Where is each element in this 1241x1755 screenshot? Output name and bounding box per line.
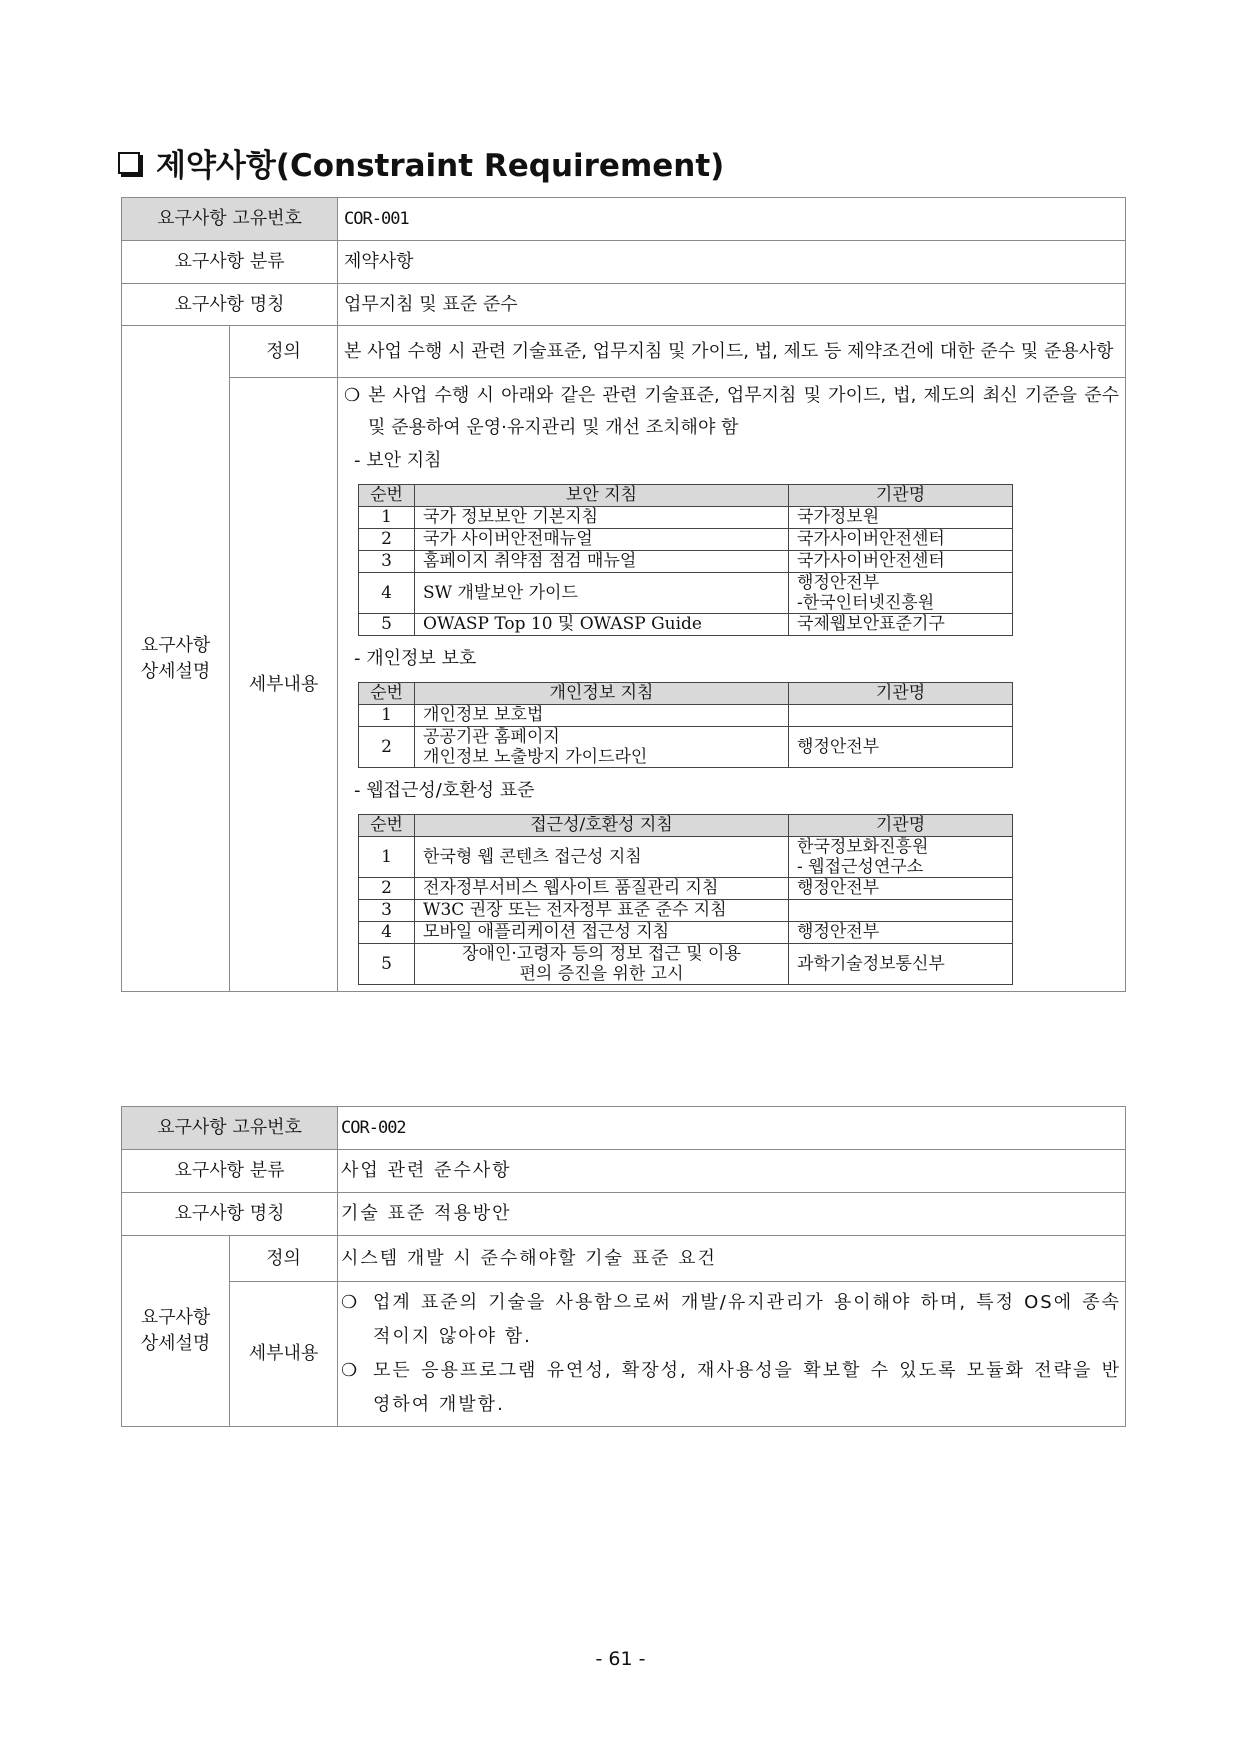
req-detail-label: 요구사항 상세설명 [122,1236,230,1427]
privacy-guide-table [358,682,1013,768]
bullet-circle-icon: ❍ [341,1360,360,1381]
req-def-value: 시스템 개발 시 준수해야할 기술 표준 요건 [338,1236,1126,1282]
req-class-label: 요구사항 분류 [122,1150,338,1193]
page-title-text: 제약사항(Constraint Requirement) [156,148,725,184]
req-content [338,1282,1126,1427]
column-header: 개인정보 지침 [415,683,789,705]
requirement-table-cor-001 [121,197,1126,992]
table-row: 1 국가 정보보안 기본지침 국가정보원 [359,507,1013,529]
column-header: 순번 [359,815,415,837]
req-name-label: 요구사항 명칭 [122,1193,338,1236]
bullet-item: ❍ 업계 표준의 기술을 사용함으로써 개발/유지관리가 용이해야 하며, 특정 OS에 종속적이지 않아야 함. [341,1286,1121,1354]
section-heading-privacy: - 개인정보 보호 [354,648,477,669]
req-id-label: 요구사항 고유번호 [122,1107,338,1150]
column-header: 순번 [359,485,415,507]
req-name-label: 요구사항 명칭 [122,284,338,326]
table-row: 2 공공기관 홈페이지 개인정보 노출방지 가이드라인 행정안전부 [359,727,1013,768]
req-class-label: 요구사항 분류 [122,241,338,284]
table-row: 4 SW 개발보안 가이드 행정안전부 -한국인터넷진흥원 [359,573,1013,614]
column-header: 접근성/호환성 지침 [415,815,789,837]
column-header: 순번 [359,683,415,705]
req-detail-label: 요구사항 상세설명 [122,326,230,992]
requirement-table-cor-002 [121,1106,1126,1427]
page-number: - 61 - [595,1648,646,1670]
req-id-label: 요구사항 고유번호 [122,198,338,241]
table-row: 2 국가 사이버안전매뉴얼 국가사이버안전센터 [359,529,1013,551]
column-header: 기관명 [789,683,1013,705]
req-id-value: COR-002 [338,1107,1126,1150]
table-row: 2 전자정부서비스 웹사이트 품질관리 지침 행정안전부 [359,878,1013,900]
req-name-value: 업무지침 및 표준 준수 [338,284,1126,326]
bullet-item: ❍ 모든 응용프로그램 유연성, 확장성, 재사용성을 확보할 수 있도록 모듈화 전략을 반영하여 개발함. [341,1354,1121,1422]
column-header: 기관명 [789,815,1013,837]
table-row: 4 모바일 애플리케이션 접근성 지침 행정안전부 [359,922,1013,944]
req-content-label: 세부내용 [230,1282,338,1427]
table-row: 3 W3C 권장 또는 전자정부 표준 준수 지침 [359,900,1013,922]
req-name-value: 기술 표준 적용방안 [338,1193,1126,1236]
req-def-label: 정의 [230,1236,338,1282]
table-row: 1 한국형 웹 콘텐츠 접근성 지침 한국정보화진흥원 - 웹접근성연구소 [359,837,1013,878]
table-row: 1 개인정보 보호법 [359,705,1013,727]
table-row: 5 장애인·고령자 등의 정보 접근 및 이용 편의 증진을 위한 고시 과학기술정보통신부 [359,944,1013,985]
table-row: 5 OWASP Top 10 및 OWASP Guide 국제웹보안표준기구 [359,614,1013,636]
accessibility-guide-table [358,814,1013,985]
page-title [118,140,724,185]
bullet-item: ❍ 본 사업 수행 시 아래와 같은 관련 기술표준, 업무지침 및 가이드, 법, 제도의 최신 기준을 준수 및 준용하여 운영·유지관리 및 개선 조치해야 함 [344,380,1119,444]
section-heading-accessibility: - 웹접근성/호환성 표준 [354,780,535,801]
security-guide-table [358,484,1013,636]
req-id-value: COR-001 [338,198,1126,241]
bullet-circle-icon: ❍ [344,385,361,406]
req-content [338,378,1126,992]
req-def-label: 정의 [230,326,338,378]
column-header: 기관명 [789,485,1013,507]
bullet-circle-icon: ❍ [341,1292,360,1313]
table-row: 3 홈페이지 취약점 점검 매뉴얼 국가사이버안전센터 [359,551,1013,573]
req-content-label: 세부내용 [230,378,338,992]
section-heading-security: - 보안 지침 [354,450,442,471]
req-class-value: 사업 관련 준수사항 [338,1150,1126,1193]
checkbox-icon [118,152,140,174]
column-header: 보안 지침 [415,485,789,507]
req-class-value: 제약사항 [338,241,1126,284]
req-def-value: 본 사업 수행 시 관련 기술표준, 업무지침 및 가이드, 법, 제도 등 제약조건에 대한 준수 및 준용사항 [338,326,1126,378]
